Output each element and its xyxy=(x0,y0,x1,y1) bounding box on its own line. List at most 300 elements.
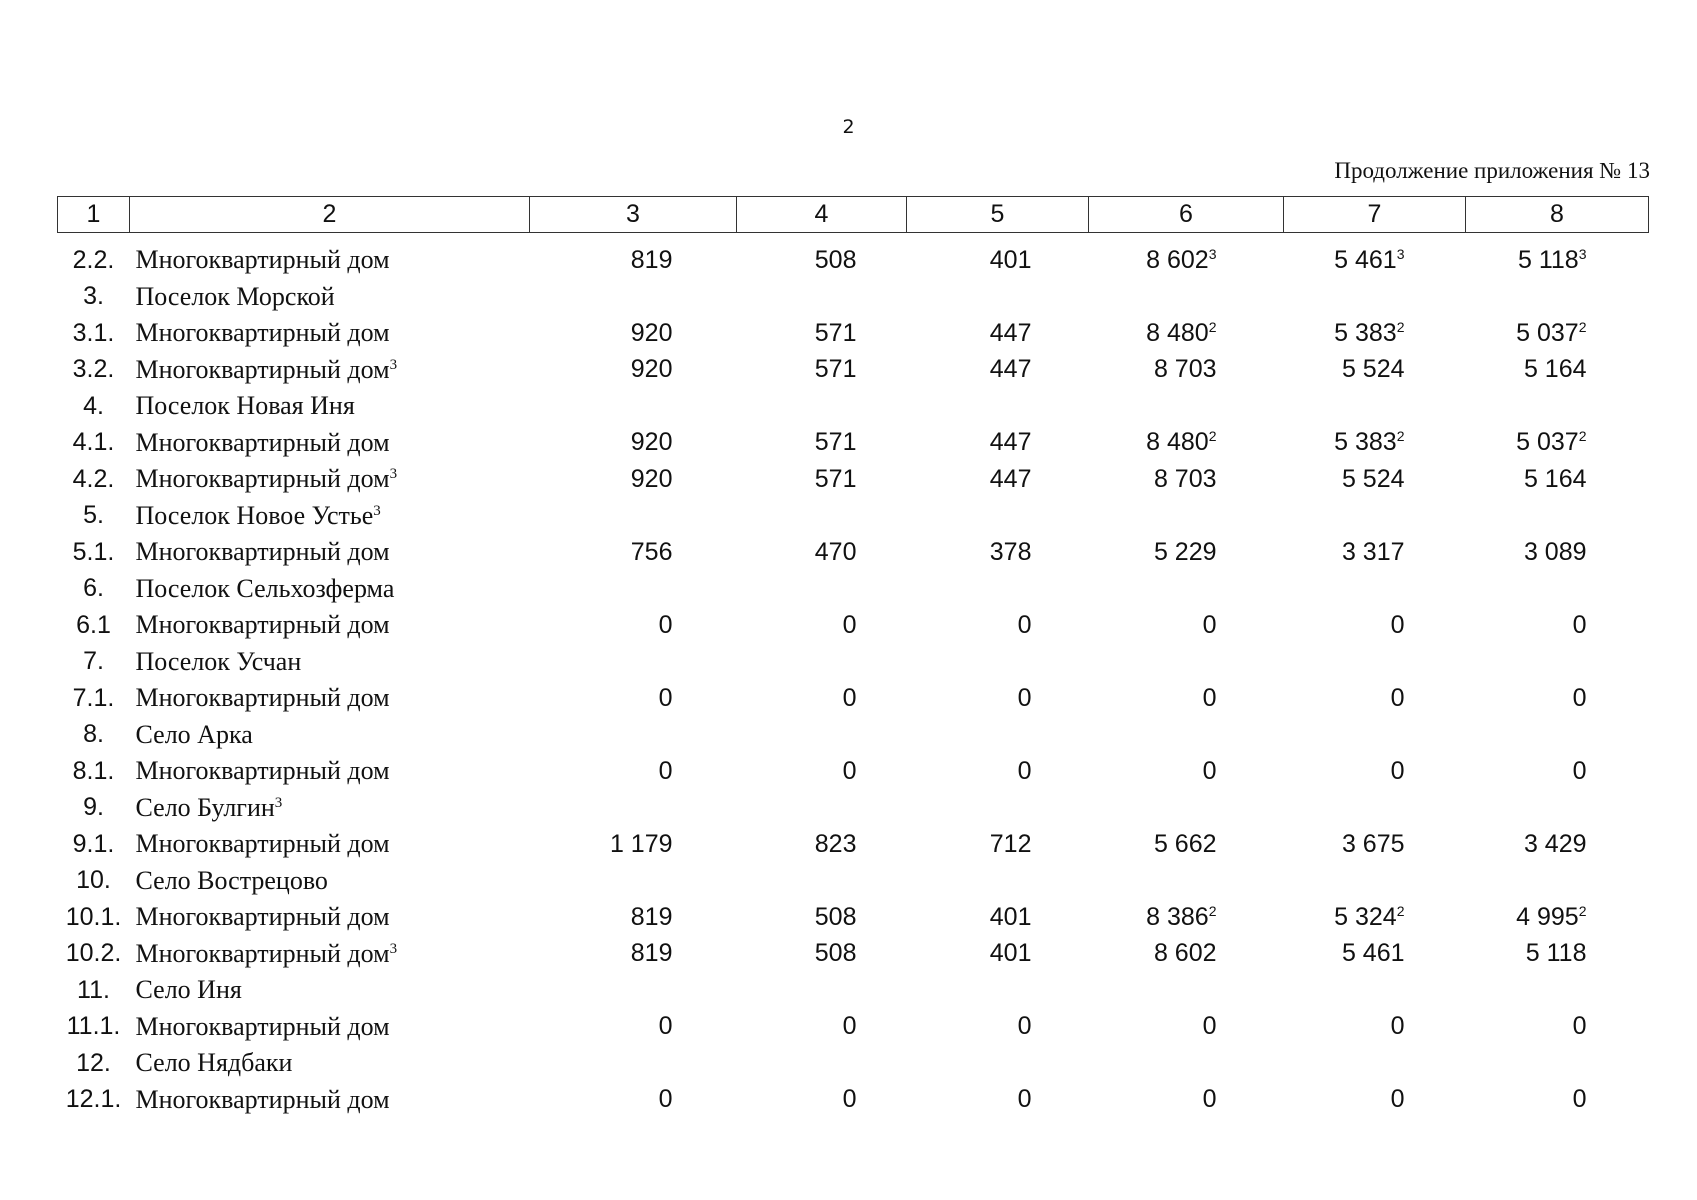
row-number: 4.2. xyxy=(72,464,115,493)
value-col-6 xyxy=(1089,790,1284,827)
value-col-6 xyxy=(1089,717,1284,754)
table-group-row xyxy=(58,790,1649,827)
cell-value: 0 xyxy=(658,1085,673,1114)
value-col-7 xyxy=(1284,790,1466,827)
value-col-8 xyxy=(1466,826,1649,863)
value-col-3 xyxy=(530,461,737,498)
cell-value: 0 xyxy=(1390,756,1405,785)
value-col-5 xyxy=(907,388,1089,425)
cell-value: 5 164 xyxy=(1523,464,1587,493)
value-col-6 xyxy=(1089,863,1284,900)
value-col-4 xyxy=(737,899,907,936)
cell-value: 0 xyxy=(1202,683,1217,712)
table-group-row xyxy=(58,644,1649,681)
value-col-5 xyxy=(907,972,1089,1009)
value-col-6 xyxy=(1089,279,1284,316)
cell-value: 0 xyxy=(842,756,857,785)
value-col-3 xyxy=(530,972,737,1009)
cell-value: 4 995 xyxy=(1516,902,1579,931)
value-col-6 xyxy=(1089,899,1284,936)
row-name-text: Многоквартирный дом xyxy=(135,318,390,348)
value-col-5 xyxy=(907,607,1089,644)
value-col-8 xyxy=(1466,1082,1649,1119)
settlement-name xyxy=(130,1045,530,1082)
footnote-marker: 2 xyxy=(1208,318,1217,335)
appendix-continuation-label: Продолжение приложения № 13 xyxy=(1334,158,1650,183)
table-row xyxy=(58,607,1649,644)
cell-value: 0 xyxy=(842,683,857,712)
row-number: 3.2. xyxy=(72,355,115,384)
table-row xyxy=(58,233,1649,279)
value-col-7 xyxy=(1284,534,1466,571)
value-col-7 xyxy=(1284,826,1466,863)
cell-value: 5 164 xyxy=(1523,355,1587,384)
footnote-marker: 3 xyxy=(389,466,398,483)
row-number: 9.1. xyxy=(72,829,115,858)
column-header-5: 5 xyxy=(907,197,1089,233)
row-number: 12. xyxy=(76,1048,111,1077)
cell-value: 0 xyxy=(1572,683,1587,712)
cell-value: 8 703 xyxy=(1153,355,1217,384)
cell-value: 0 xyxy=(1390,683,1405,712)
value-col-8 xyxy=(1466,1009,1649,1046)
column-header-6: 6 xyxy=(1089,197,1284,233)
value-col-3 xyxy=(530,498,737,535)
cell-value: 3 675 xyxy=(1341,829,1405,858)
cell-value: 3 089 xyxy=(1523,537,1587,566)
building-type xyxy=(130,899,530,936)
value-col-8 xyxy=(1466,972,1649,1009)
cell-value: 508 xyxy=(814,902,857,931)
value-col-8 xyxy=(1466,899,1649,936)
cell-value: 5 461 xyxy=(1341,939,1405,968)
footnote-marker: 2 xyxy=(1396,902,1405,919)
table-group-row xyxy=(58,863,1649,900)
column-header-1: 1 xyxy=(58,197,130,233)
value-col-6 xyxy=(1089,461,1284,498)
building-type xyxy=(130,1009,530,1046)
value-col-5 xyxy=(907,644,1089,681)
row-name-text: Многоквартирный дом xyxy=(135,902,390,932)
value-col-6 xyxy=(1089,644,1284,681)
value-col-7 xyxy=(1284,607,1466,644)
value-col-4 xyxy=(737,1082,907,1119)
footnote-marker: 2 xyxy=(1396,428,1405,445)
footnote-marker: 3 xyxy=(274,794,283,811)
row-name-text: Поселок Усчан xyxy=(135,646,302,676)
value-col-5 xyxy=(907,753,1089,790)
value-col-4 xyxy=(737,425,907,462)
value-col-4 xyxy=(737,826,907,863)
cell-value: 0 xyxy=(658,756,673,785)
cell-value: 8 602 xyxy=(1153,939,1217,968)
building-type xyxy=(130,936,530,973)
value-col-7 xyxy=(1284,1082,1466,1119)
value-col-3 xyxy=(530,425,737,462)
cell-value: 920 xyxy=(630,428,673,457)
value-col-3 xyxy=(530,1045,737,1082)
row-name-text: Многоквартирный дом xyxy=(135,1011,390,1041)
value-col-4 xyxy=(737,936,907,973)
footnote-marker: 2 xyxy=(1208,428,1217,445)
value-col-3 xyxy=(530,315,737,352)
value-col-3 xyxy=(530,680,737,717)
table-group-row xyxy=(58,972,1649,1009)
row-number: 5. xyxy=(83,501,104,530)
cell-value: 5 118 xyxy=(1525,939,1587,968)
value-col-3 xyxy=(530,388,737,425)
value-col-6 xyxy=(1089,1082,1284,1119)
settlement-name xyxy=(130,863,530,900)
cell-value: 819 xyxy=(630,245,673,274)
value-col-4 xyxy=(737,388,907,425)
cell-value: 920 xyxy=(630,355,673,384)
footnote-marker: 2 xyxy=(1396,318,1405,335)
value-col-3 xyxy=(530,863,737,900)
table-group-row xyxy=(58,1045,1649,1082)
cell-value: 5 037 xyxy=(1516,318,1579,347)
settlement-name xyxy=(130,717,530,754)
value-col-5 xyxy=(907,863,1089,900)
value-col-4 xyxy=(737,279,907,316)
row-name-text: Село Иня xyxy=(135,975,242,1005)
cell-value: 0 xyxy=(1390,1012,1405,1041)
cell-value: 712 xyxy=(989,829,1032,858)
row-name-text: Многоквартирный дом xyxy=(135,354,390,384)
row-name-text: Многоквартирный дом xyxy=(135,829,390,859)
value-col-6 xyxy=(1089,936,1284,973)
row-number: 10.2. xyxy=(65,939,122,968)
value-col-6 xyxy=(1089,571,1284,608)
cell-value: 756 xyxy=(630,537,673,566)
column-header-3: 3 xyxy=(530,197,737,233)
value-col-6 xyxy=(1089,1045,1284,1082)
value-col-8 xyxy=(1466,315,1649,352)
settlement-name xyxy=(130,498,530,535)
column-header-7: 7 xyxy=(1284,197,1466,233)
value-col-8 xyxy=(1466,233,1649,279)
value-col-7 xyxy=(1284,352,1466,389)
value-col-3 xyxy=(530,899,737,936)
table-group-row xyxy=(58,388,1649,425)
cell-value: 8 480 xyxy=(1146,318,1209,347)
cell-value: 5 037 xyxy=(1516,428,1579,457)
row-number: 6. xyxy=(83,574,104,603)
cell-value: 508 xyxy=(814,939,857,968)
value-col-5 xyxy=(907,936,1089,973)
building-type xyxy=(130,233,530,279)
value-col-5 xyxy=(907,315,1089,352)
value-col-3 xyxy=(530,534,737,571)
cell-value: 447 xyxy=(989,428,1032,457)
value-col-8 xyxy=(1466,352,1649,389)
cell-value: 0 xyxy=(658,1012,673,1041)
value-col-7 xyxy=(1284,753,1466,790)
value-col-4 xyxy=(737,753,907,790)
value-col-6 xyxy=(1089,388,1284,425)
value-col-6 xyxy=(1089,972,1284,1009)
value-col-7 xyxy=(1284,1009,1466,1046)
row-name-text: Поселок Новая Иня xyxy=(135,391,355,421)
cell-value: 0 xyxy=(1572,1085,1587,1114)
value-col-5 xyxy=(907,352,1089,389)
value-col-7 xyxy=(1284,315,1466,352)
value-col-8 xyxy=(1466,863,1649,900)
value-col-4 xyxy=(737,352,907,389)
value-col-5 xyxy=(907,826,1089,863)
table-group-row xyxy=(58,571,1649,608)
row-name-text: Поселок Новое Устье xyxy=(135,500,374,530)
cell-value: 0 xyxy=(842,1012,857,1041)
cell-value: 920 xyxy=(630,464,673,493)
table-row xyxy=(58,753,1649,790)
row-name-text: Многоквартирный дом xyxy=(135,683,390,713)
building-type xyxy=(130,315,530,352)
row-number: 11. xyxy=(77,975,110,1004)
cell-value: 8 386 xyxy=(1146,902,1209,931)
cell-value: 0 xyxy=(658,610,673,639)
row-number: 4. xyxy=(83,391,104,420)
table-row xyxy=(58,680,1649,717)
value-col-8 xyxy=(1466,790,1649,827)
value-col-7 xyxy=(1284,571,1466,608)
value-col-8 xyxy=(1466,644,1649,681)
building-type xyxy=(130,607,530,644)
value-col-3 xyxy=(530,1082,737,1119)
cell-value: 8 703 xyxy=(1153,464,1217,493)
value-col-8 xyxy=(1466,571,1649,608)
value-col-4 xyxy=(737,461,907,498)
cell-value: 8 480 xyxy=(1146,428,1209,457)
value-col-8 xyxy=(1466,534,1649,571)
cell-value: 571 xyxy=(814,355,857,384)
value-col-4 xyxy=(737,790,907,827)
value-col-5 xyxy=(907,717,1089,754)
cell-value: 819 xyxy=(630,939,673,968)
row-name-text: Село Булгин xyxy=(135,792,275,822)
row-number: 8.1. xyxy=(72,756,115,785)
cell-value: 0 xyxy=(1017,683,1032,712)
cell-value: 0 xyxy=(1572,610,1587,639)
page-number: 2 xyxy=(842,116,855,138)
value-col-6 xyxy=(1089,534,1284,571)
settlement-name xyxy=(130,388,530,425)
cell-value: 401 xyxy=(989,245,1032,274)
value-col-7 xyxy=(1284,279,1466,316)
row-number: 10.1. xyxy=(65,902,122,931)
value-col-6 xyxy=(1089,233,1284,279)
value-col-6 xyxy=(1089,680,1284,717)
row-name-text: Многоквартирный дом xyxy=(135,938,390,968)
settlement-name xyxy=(130,972,530,1009)
cell-value: 0 xyxy=(1202,1012,1217,1041)
value-col-3 xyxy=(530,790,737,827)
value-col-6 xyxy=(1089,1009,1284,1046)
row-name-text: Село Вострецово xyxy=(135,865,328,895)
cell-value: 447 xyxy=(989,464,1032,493)
cell-value: 447 xyxy=(989,318,1032,347)
building-type xyxy=(130,534,530,571)
table-row xyxy=(58,899,1649,936)
row-name-text: Многоквартирный дом xyxy=(135,1084,390,1114)
cell-value: 920 xyxy=(630,318,673,347)
table-row xyxy=(58,936,1649,973)
building-type xyxy=(130,461,530,498)
building-type xyxy=(130,352,530,389)
value-col-4 xyxy=(737,498,907,535)
row-name-text: Поселок Морской xyxy=(135,281,335,311)
row-number: 5.1. xyxy=(72,537,115,566)
value-col-8 xyxy=(1466,388,1649,425)
building-type xyxy=(130,425,530,462)
building-type xyxy=(130,1082,530,1119)
row-name-text: Многоквартирный дом xyxy=(135,245,390,275)
settlement-name xyxy=(130,790,530,827)
column-header-8: 8 xyxy=(1466,197,1649,233)
value-col-7 xyxy=(1284,1045,1466,1082)
value-col-5 xyxy=(907,425,1089,462)
value-col-4 xyxy=(737,1045,907,1082)
row-name-text: Многоквартирный дом xyxy=(135,756,390,786)
row-name-text: Село Нядбаки xyxy=(135,1048,293,1078)
cell-value: 5 662 xyxy=(1153,829,1217,858)
row-number: 6.1 xyxy=(76,610,111,639)
row-number: 9. xyxy=(83,793,104,822)
value-col-5 xyxy=(907,461,1089,498)
footnote-marker: 3 xyxy=(1396,245,1405,262)
value-col-5 xyxy=(907,790,1089,827)
table-body xyxy=(58,233,1649,1119)
cell-value: 0 xyxy=(1390,610,1405,639)
value-col-5 xyxy=(907,1082,1089,1119)
value-col-8 xyxy=(1466,279,1649,316)
value-col-4 xyxy=(737,1009,907,1046)
cell-value: 0 xyxy=(1017,1085,1032,1114)
cell-value: 823 xyxy=(814,829,857,858)
table-row xyxy=(58,352,1649,389)
cell-value: 0 xyxy=(1017,756,1032,785)
cell-value: 0 xyxy=(842,1085,857,1114)
value-col-4 xyxy=(737,680,907,717)
value-col-7 xyxy=(1284,936,1466,973)
value-col-3 xyxy=(530,753,737,790)
value-col-6 xyxy=(1089,826,1284,863)
table-header-row xyxy=(58,197,1649,233)
value-col-5 xyxy=(907,899,1089,936)
value-col-8 xyxy=(1466,461,1649,498)
value-col-5 xyxy=(907,1009,1089,1046)
cell-value: 0 xyxy=(1202,1085,1217,1114)
cell-value: 5 118 xyxy=(1517,245,1579,274)
table-group-row xyxy=(58,279,1649,316)
value-col-3 xyxy=(530,936,737,973)
row-number: 11.1. xyxy=(66,1012,121,1041)
table-row xyxy=(58,1009,1649,1046)
row-number: 7. xyxy=(83,647,104,676)
footnote-marker: 2 xyxy=(1208,902,1217,919)
value-col-3 xyxy=(530,826,737,863)
row-name-text: Многоквартирный дом xyxy=(135,610,390,640)
row-name-text: Село Арка xyxy=(135,719,253,749)
settlement-name xyxy=(130,279,530,316)
value-col-5 xyxy=(907,233,1089,279)
table-row xyxy=(58,534,1649,571)
cell-value: 470 xyxy=(814,537,857,566)
row-number: 2.2. xyxy=(72,245,115,274)
cell-value: 3 317 xyxy=(1341,537,1405,566)
value-col-4 xyxy=(737,644,907,681)
cell-value: 1 179 xyxy=(609,829,673,858)
value-col-4 xyxy=(737,863,907,900)
cell-value: 571 xyxy=(814,464,857,493)
cell-value: 508 xyxy=(814,245,857,274)
row-number: 3. xyxy=(83,282,104,311)
value-col-8 xyxy=(1466,753,1649,790)
cell-value: 0 xyxy=(1572,756,1587,785)
value-col-7 xyxy=(1284,644,1466,681)
row-number: 4.1. xyxy=(72,428,115,457)
value-col-4 xyxy=(737,534,907,571)
cell-value: 0 xyxy=(1572,1012,1587,1041)
building-type xyxy=(130,826,530,863)
value-col-4 xyxy=(737,315,907,352)
footnote-marker: 2 xyxy=(1578,902,1587,919)
row-number: 7.1. xyxy=(72,683,115,712)
cell-value: 5 461 xyxy=(1334,245,1397,274)
cell-value: 0 xyxy=(1202,610,1217,639)
cell-value: 401 xyxy=(989,939,1032,968)
settlement-name xyxy=(130,644,530,681)
value-col-7 xyxy=(1284,461,1466,498)
footnote-marker: 3 xyxy=(1578,245,1587,262)
value-col-3 xyxy=(530,352,737,389)
cell-value: 5 383 xyxy=(1334,428,1397,457)
value-col-5 xyxy=(907,534,1089,571)
row-name-text: Многоквартирный дом xyxy=(135,464,390,494)
cell-value: 819 xyxy=(630,902,673,931)
value-col-5 xyxy=(907,498,1089,535)
value-col-7 xyxy=(1284,425,1466,462)
value-col-5 xyxy=(907,571,1089,608)
table-group-row xyxy=(58,717,1649,754)
row-number: 10. xyxy=(76,866,111,895)
cell-value: 8 602 xyxy=(1146,245,1209,274)
cell-value: 0 xyxy=(1202,756,1217,785)
cell-value: 401 xyxy=(989,902,1032,931)
column-header-2: 2 xyxy=(130,197,530,233)
value-col-3 xyxy=(530,717,737,754)
value-col-8 xyxy=(1466,717,1649,754)
cell-value: 5 524 xyxy=(1341,464,1405,493)
value-col-4 xyxy=(737,571,907,608)
footnote-marker: 3 xyxy=(373,502,381,519)
settlement-name xyxy=(130,571,530,608)
row-name-text: Многоквартирный дом xyxy=(135,427,390,457)
cell-value: 0 xyxy=(1390,1085,1405,1114)
value-col-4 xyxy=(737,233,907,279)
row-name-text: Многоквартирный дом xyxy=(135,537,390,567)
value-col-8 xyxy=(1466,680,1649,717)
row-number: 12.1. xyxy=(65,1085,122,1114)
cell-value: 571 xyxy=(814,318,857,347)
value-col-8 xyxy=(1466,607,1649,644)
value-col-3 xyxy=(530,607,737,644)
building-type xyxy=(130,753,530,790)
value-col-7 xyxy=(1284,899,1466,936)
building-type xyxy=(130,680,530,717)
value-col-7 xyxy=(1284,863,1466,900)
value-col-4 xyxy=(737,607,907,644)
